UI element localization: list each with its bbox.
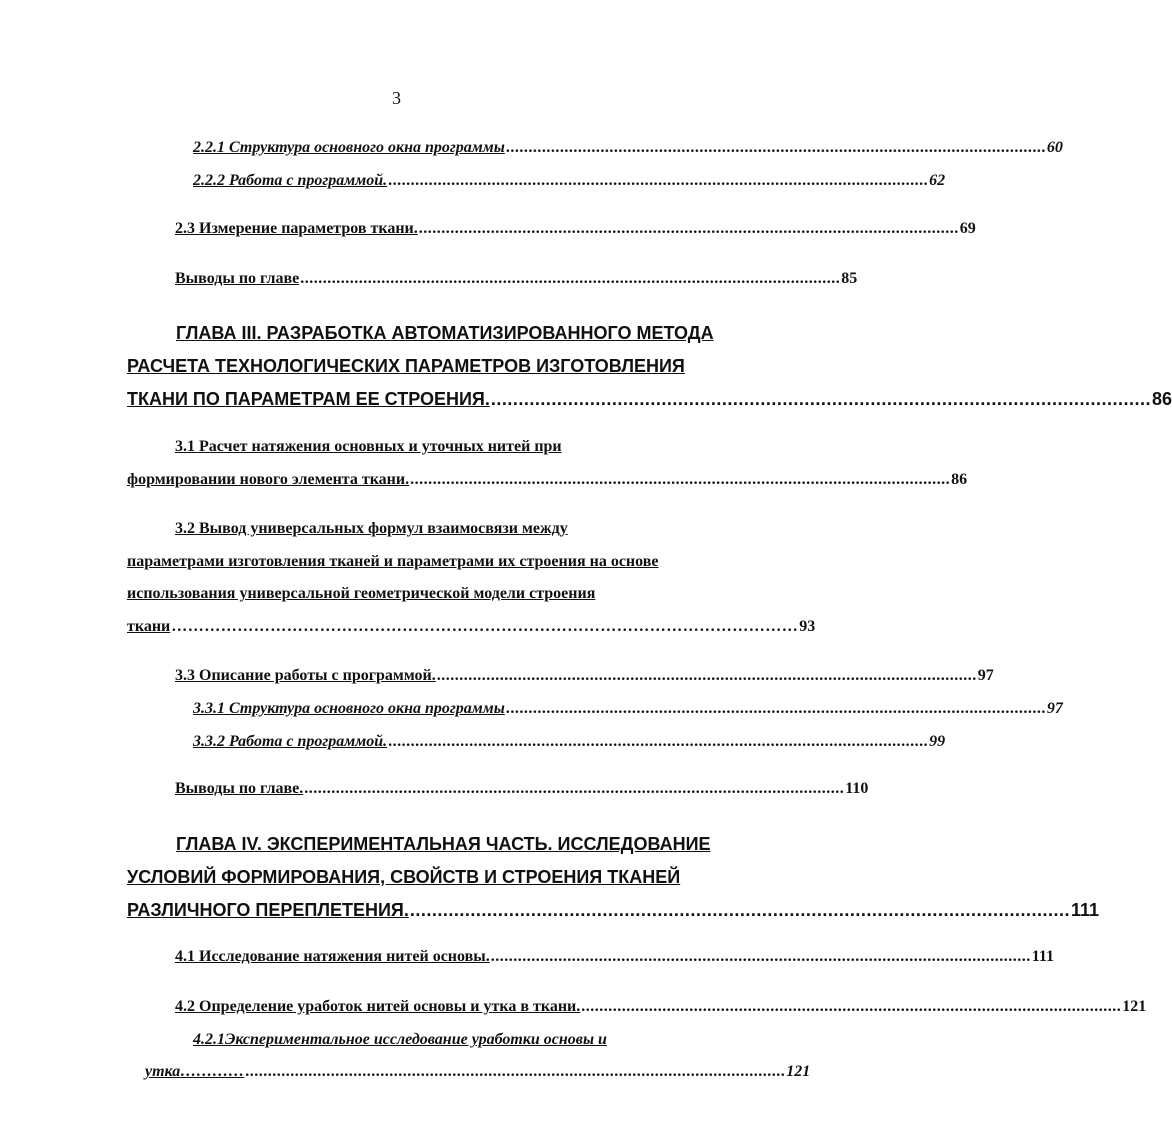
- page-number: 3: [392, 88, 401, 108]
- toc-entry-title: 3.2 Вывод универсальных формул взаимосвязи между: [175, 520, 568, 537]
- toc-entry-page: 86: [951, 471, 968, 488]
- toc-entry-title: УСЛОВИЙ ФОРМИРОВАНИЯ, СВОЙСТВ И СТРОЕНИЯ ТКАНЕЙ: [127, 867, 681, 887]
- toc-entry-page: 121: [1122, 998, 1147, 1015]
- toc-entry-page: 110: [845, 780, 869, 797]
- toc-entry-page: 97: [977, 667, 994, 684]
- toc-entry-page: 111: [1031, 948, 1054, 965]
- toc-entry-title: ткани: [127, 618, 171, 635]
- toc-entry-page: 86: [1151, 389, 1172, 409]
- dot-leader: ........................................................................................................................: [388, 733, 929, 750]
- toc-entry-title: ГЛАВА IV. ЭКСПЕРИМЕНТАЛЬНАЯ ЧАСТЬ. ИССЛЕДОВАНИЕ: [176, 834, 711, 854]
- dot-leader: ........................................................................................................................: [436, 667, 977, 684]
- dot-leader: ........................................................................................................................: [410, 471, 951, 488]
- toc-chapter-4-line-2[interactable]: [127, 867, 747, 888]
- toc-entry-title: РАСЧЕТА ТЕХНОЛОГИЧЕСКИХ ПАРАМЕТРОВ ИЗГОТОВЛЕНИЯ: [127, 356, 685, 376]
- toc-chapter-3-line-1[interactable]: [176, 323, 746, 344]
- toc-chapter-3-line-3[interactable]: [127, 389, 1172, 410]
- dot-leader: ……………………………………………………………………………………………………: [171, 618, 799, 635]
- toc-entry-page: 121: [786, 1063, 811, 1080]
- dot-leader: ........................................................................................................................: [245, 1063, 786, 1080]
- toc-entry-title: Выводы по главе.: [175, 780, 304, 797]
- toc-entry-conclusions-2[interactable]: [175, 270, 858, 288]
- toc-entry-page: 69: [959, 220, 976, 237]
- toc-entry-3-2-line-2[interactable]: [127, 553, 747, 571]
- dot-leader: ........................................................................................................................: [418, 220, 959, 237]
- toc-entry-title: 4.2.1Экспериментальное исследование уработки основы и: [193, 1031, 607, 1048]
- toc-entry-2-2-2[interactable]: [193, 172, 946, 190]
- toc-entry-page: 97: [1046, 700, 1063, 717]
- toc-entry-page: 99: [929, 733, 946, 750]
- toc-entry-title: РАЗЛИЧНОГО ПЕРЕПЛЕТЕНИЯ.: [127, 900, 409, 920]
- toc-entry-page: 62: [929, 172, 946, 189]
- toc-entry-title: 2.2.1 Структура основного окна программы: [193, 139, 505, 156]
- toc-entry-page: 111: [1070, 900, 1100, 920]
- dot-leader: ........................................................................................................................: [388, 172, 929, 189]
- toc-entry-2-2-1[interactable]: [193, 139, 1063, 157]
- toc-entry-title: ТКАНИ ПО ПАРАМЕТРАМ ЕЕ СТРОЕНИЯ.: [127, 389, 490, 409]
- dot-leader: ........................................................................................................................: [409, 900, 1070, 920]
- toc-entry-3-1-line-1[interactable]: [175, 438, 743, 456]
- dot-leader: ........................................................................................................................: [490, 948, 1031, 965]
- dot-leader: ........................................................................................................................: [490, 389, 1151, 409]
- toc-entry-title: ГЛАВА III. РАЗРАБОТКА АВТОМАТИЗИРОВАННОГО МЕТОДА: [176, 323, 714, 343]
- toc-entry-title: формировании нового элемента ткани.: [127, 471, 410, 488]
- toc-chapter-4-line-3[interactable]: [127, 900, 1100, 921]
- toc-entry-title: использования универсальной геометрической модели строения: [127, 585, 596, 602]
- toc-entry-page: 85: [841, 270, 858, 287]
- toc-entry-2-3[interactable]: [175, 220, 976, 238]
- toc-entry-title: 4.1 Исследование натяжения нитей основы.: [175, 948, 490, 965]
- toc-entry-title: утка…………: [145, 1063, 245, 1080]
- toc-entry-title: 3.3 Описание работы с программой.: [175, 667, 436, 684]
- toc-entry-title: 3.1 Расчет натяжения основных и уточных нитей при: [175, 438, 562, 455]
- dot-leader: ........................................................................................................................: [304, 780, 845, 797]
- dot-leader: ........................................................................................................................: [505, 700, 1046, 717]
- dot-leader: ........................................................................................................................: [505, 139, 1046, 156]
- toc-entry-page: 93: [799, 618, 816, 635]
- toc-entry-4-2-1-line-2[interactable]: [145, 1063, 811, 1081]
- toc-entry-3-2-line-1[interactable]: [175, 520, 743, 538]
- toc-entry-title: 3.3.2 Работа с программой.: [193, 733, 388, 750]
- toc-entry-title: 3.3.1 Структура основного окна программы: [193, 700, 505, 717]
- toc-chapter-4-line-1[interactable]: [176, 834, 746, 855]
- toc-entry-page: 60: [1046, 139, 1063, 156]
- toc-chapter-3-line-2[interactable]: [127, 356, 747, 377]
- toc-entry-3-3-2[interactable]: [193, 733, 946, 751]
- toc-entry-3-3[interactable]: [175, 667, 994, 685]
- toc-entry-4-2-1-line-1[interactable]: [193, 1031, 743, 1049]
- toc-entry-3-3-1[interactable]: [193, 700, 1063, 718]
- toc-entry-3-2-line-3[interactable]: [127, 585, 743, 603]
- toc-entry-3-1-line-2[interactable]: [127, 471, 968, 489]
- toc-entry-3-2-line-4[interactable]: [127, 618, 816, 636]
- toc-entry-title: Выводы по главе: [175, 270, 300, 287]
- dot-leader: ........................................................................................................................: [300, 270, 841, 287]
- toc-entry-title: 4.2 Определение уработок нитей основы и утка в ткани.: [175, 998, 581, 1015]
- toc-entry-4-2[interactable]: [175, 998, 1147, 1016]
- toc-entry-conclusions-3[interactable]: [175, 780, 869, 798]
- toc-entry-title: 2.2.2 Работа с программой.: [193, 172, 388, 189]
- toc-entry-title: 2.3 Измерение параметров ткани.: [175, 220, 418, 237]
- toc-entry-4-1[interactable]: [175, 948, 1054, 966]
- dot-leader: ........................................................................................................................: [581, 998, 1122, 1015]
- toc-entry-title: параметрами изготовления тканей и параметрами их строения на основе: [127, 553, 659, 570]
